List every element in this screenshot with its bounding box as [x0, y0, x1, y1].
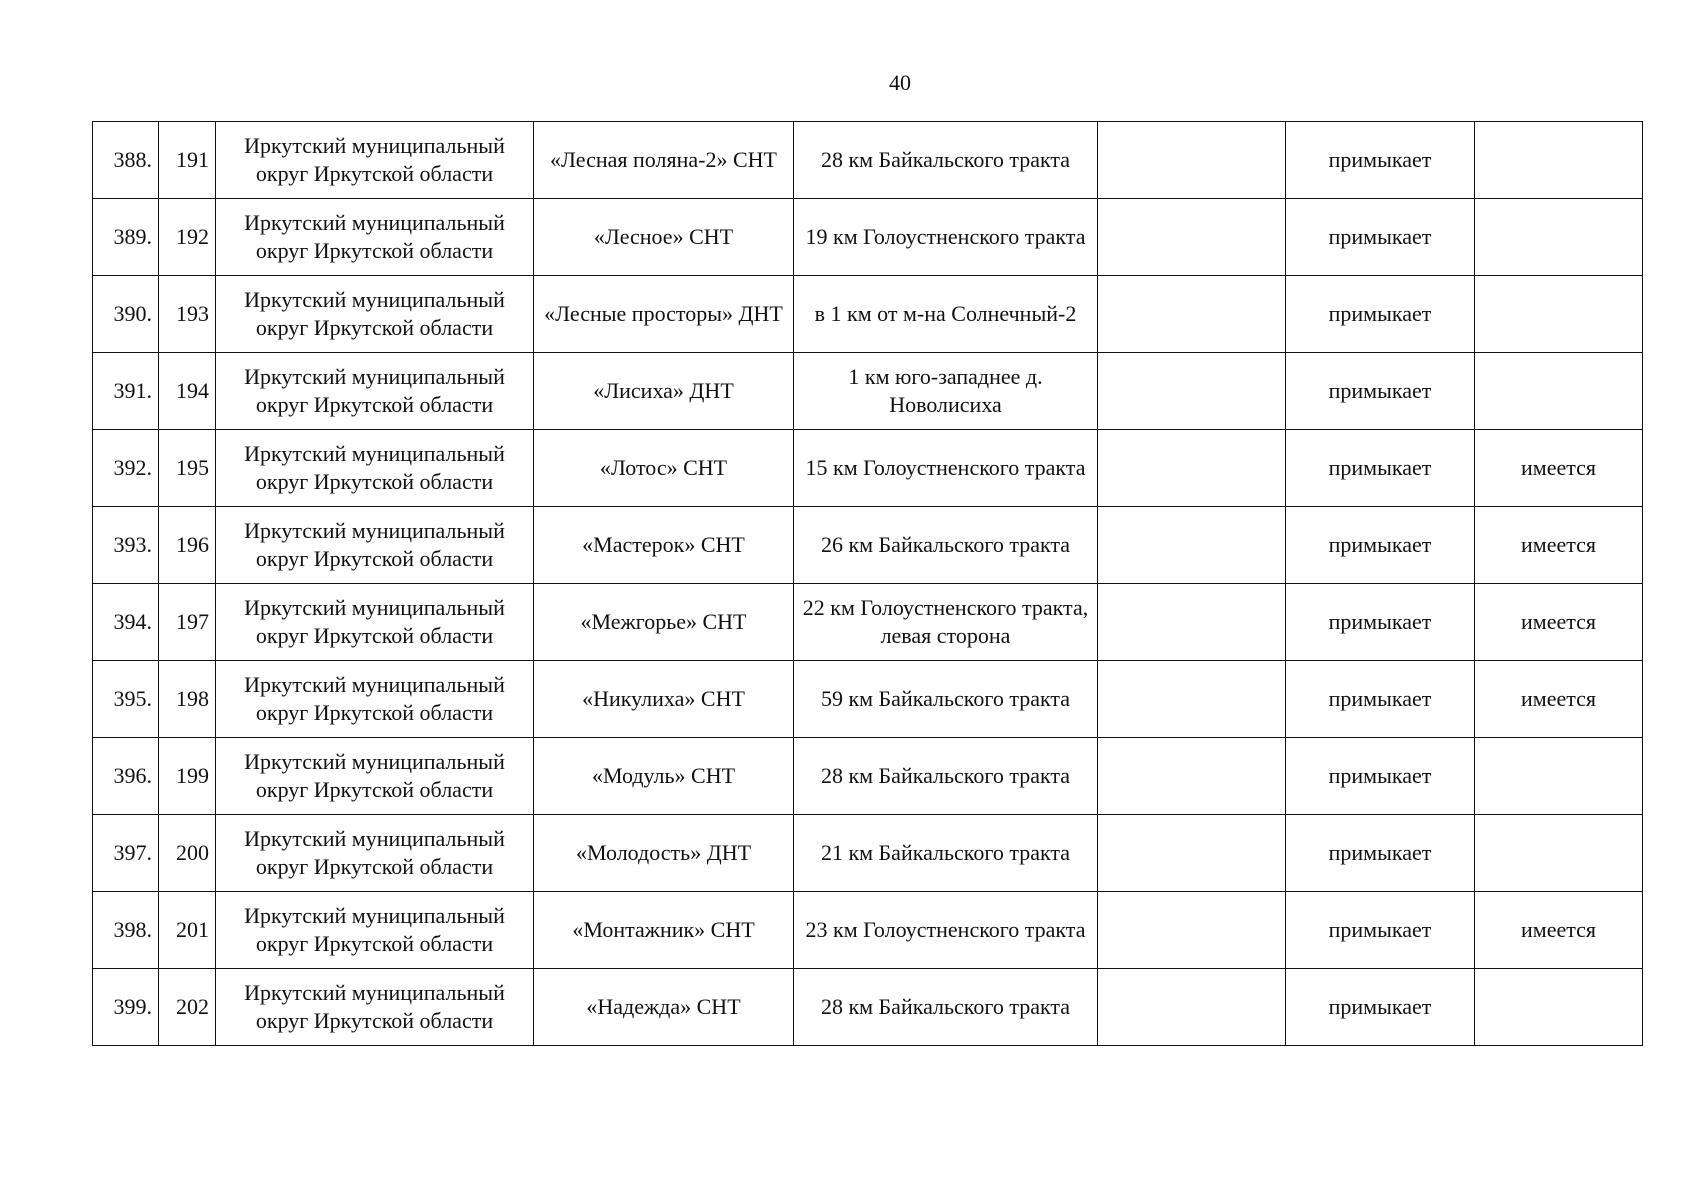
adjacency-cell: примыкает: [1286, 276, 1475, 353]
row-number-cell: 388.: [93, 122, 159, 199]
adjacency-cell: примыкает: [1286, 353, 1475, 430]
table-row: [93, 276, 1643, 353]
item-number-cell: 192: [159, 199, 216, 276]
organization-name-cell: «Никулиха» СНТ: [534, 661, 794, 738]
row-number-cell: 395.: [93, 661, 159, 738]
table-row: [93, 892, 1643, 969]
availability-cell: имеется: [1475, 507, 1643, 584]
row-number-cell: 389.: [93, 199, 159, 276]
adjacency-cell: примыкает: [1286, 430, 1475, 507]
availability-cell: имеется: [1475, 584, 1643, 661]
organization-name-cell: «Лесная поляна-2» СНТ: [534, 122, 794, 199]
municipality-cell: Иркутский муниципальный округ Иркутской области: [216, 353, 534, 430]
location-cell: в 1 км от м-на Солнечный-2: [794, 276, 1098, 353]
empty-column-cell: [1098, 430, 1286, 507]
location-cell: 19 км Голоустненского тракта: [794, 199, 1098, 276]
adjacency-cell: примыкает: [1286, 507, 1475, 584]
location-cell: 1 км юго-западнее д. Новолисиха: [794, 353, 1098, 430]
item-number-cell: 199: [159, 738, 216, 815]
row-number-cell: 397.: [93, 815, 159, 892]
municipality-cell: Иркутский муниципальный округ Иркутской области: [216, 507, 534, 584]
item-number-cell: 198: [159, 661, 216, 738]
organization-name-cell: «Мастерок» СНТ: [534, 507, 794, 584]
location-cell: 26 км Байкальского тракта: [794, 507, 1098, 584]
empty-column-cell: [1098, 353, 1286, 430]
organization-name-cell: «Лотос» СНТ: [534, 430, 794, 507]
empty-column-cell: [1098, 815, 1286, 892]
row-number-cell: 391.: [93, 353, 159, 430]
registry-table-body: [93, 122, 1643, 1046]
location-cell: 59 км Байкальского тракта: [794, 661, 1098, 738]
item-number-cell: 200: [159, 815, 216, 892]
municipality-cell: Иркутский муниципальный округ Иркутской области: [216, 815, 534, 892]
empty-column-cell: [1098, 738, 1286, 815]
table-row: [93, 199, 1643, 276]
availability-cell: имеется: [1475, 430, 1643, 507]
organization-name-cell: «Молодость» ДНТ: [534, 815, 794, 892]
location-cell: 28 км Байкальского тракта: [794, 738, 1098, 815]
availability-cell: имеется: [1475, 892, 1643, 969]
empty-column-cell: [1098, 122, 1286, 199]
item-number-cell: 202: [159, 969, 216, 1046]
municipality-cell: Иркутский муниципальный округ Иркутской области: [216, 969, 534, 1046]
row-number-cell: 390.: [93, 276, 159, 353]
adjacency-cell: примыкает: [1286, 584, 1475, 661]
registry-table: [92, 121, 1643, 1046]
availability-cell: [1475, 122, 1643, 199]
item-number-cell: 195: [159, 430, 216, 507]
empty-column-cell: [1098, 507, 1286, 584]
item-number-cell: 193: [159, 276, 216, 353]
table-row: [93, 661, 1643, 738]
location-cell: 21 км Байкальского тракта: [794, 815, 1098, 892]
row-number-cell: 396.: [93, 738, 159, 815]
adjacency-cell: примыкает: [1286, 122, 1475, 199]
availability-cell: [1475, 353, 1643, 430]
table-row: [93, 507, 1643, 584]
availability-cell: [1475, 738, 1643, 815]
empty-column-cell: [1098, 276, 1286, 353]
row-number-cell: 398.: [93, 892, 159, 969]
municipality-cell: Иркутский муниципальный округ Иркутской области: [216, 738, 534, 815]
availability-cell: [1475, 199, 1643, 276]
adjacency-cell: примыкает: [1286, 815, 1475, 892]
row-number-cell: 392.: [93, 430, 159, 507]
empty-column-cell: [1098, 584, 1286, 661]
table-row: [93, 584, 1643, 661]
empty-column-cell: [1098, 661, 1286, 738]
availability-cell: [1475, 276, 1643, 353]
location-cell: 23 км Голоустненского тракта: [794, 892, 1098, 969]
table-row: [93, 430, 1643, 507]
location-cell: 28 км Байкальского тракта: [794, 122, 1098, 199]
municipality-cell: Иркутский муниципальный округ Иркутской области: [216, 122, 534, 199]
municipality-cell: Иркутский муниципальный округ Иркутской области: [216, 199, 534, 276]
organization-name-cell: «Надежда» СНТ: [534, 969, 794, 1046]
item-number-cell: 194: [159, 353, 216, 430]
adjacency-cell: примыкает: [1286, 892, 1475, 969]
organization-name-cell: «Лисиха» ДНТ: [534, 353, 794, 430]
organization-name-cell: «Лесные просторы» ДНТ: [534, 276, 794, 353]
municipality-cell: Иркутский муниципальный округ Иркутской области: [216, 430, 534, 507]
adjacency-cell: примыкает: [1286, 199, 1475, 276]
adjacency-cell: примыкает: [1286, 738, 1475, 815]
table-row: [93, 353, 1643, 430]
item-number-cell: 196: [159, 507, 216, 584]
availability-cell: [1475, 969, 1643, 1046]
municipality-cell: Иркутский муниципальный округ Иркутской области: [216, 892, 534, 969]
item-number-cell: 201: [159, 892, 216, 969]
table-row: [93, 815, 1643, 892]
adjacency-cell: примыкает: [1286, 969, 1475, 1046]
row-number-cell: 399.: [93, 969, 159, 1046]
table-row: [93, 969, 1643, 1046]
empty-column-cell: [1098, 969, 1286, 1046]
empty-column-cell: [1098, 892, 1286, 969]
availability-cell: имеется: [1475, 661, 1643, 738]
item-number-cell: 191: [159, 122, 216, 199]
empty-column-cell: [1098, 199, 1286, 276]
row-number-cell: 393.: [93, 507, 159, 584]
location-cell: 28 км Байкальского тракта: [794, 969, 1098, 1046]
availability-cell: [1475, 815, 1643, 892]
location-cell: 22 км Голоустненского тракта, левая сторона: [794, 584, 1098, 661]
organization-name-cell: «Монтажник» СНТ: [534, 892, 794, 969]
location-cell: 15 км Голоустненского тракта: [794, 430, 1098, 507]
municipality-cell: Иркутский муниципальный округ Иркутской области: [216, 661, 534, 738]
organization-name-cell: «Модуль» СНТ: [534, 738, 794, 815]
organization-name-cell: «Лесное» СНТ: [534, 199, 794, 276]
municipality-cell: Иркутский муниципальный округ Иркутской области: [216, 584, 534, 661]
organization-name-cell: «Межгорье» СНТ: [534, 584, 794, 661]
table-row: [93, 122, 1643, 199]
table-row: [93, 738, 1643, 815]
row-number-cell: 394.: [93, 584, 159, 661]
municipality-cell: Иркутский муниципальный округ Иркутской области: [216, 276, 534, 353]
item-number-cell: 197: [159, 584, 216, 661]
page-number: 40: [889, 70, 911, 95]
adjacency-cell: примыкает: [1286, 661, 1475, 738]
